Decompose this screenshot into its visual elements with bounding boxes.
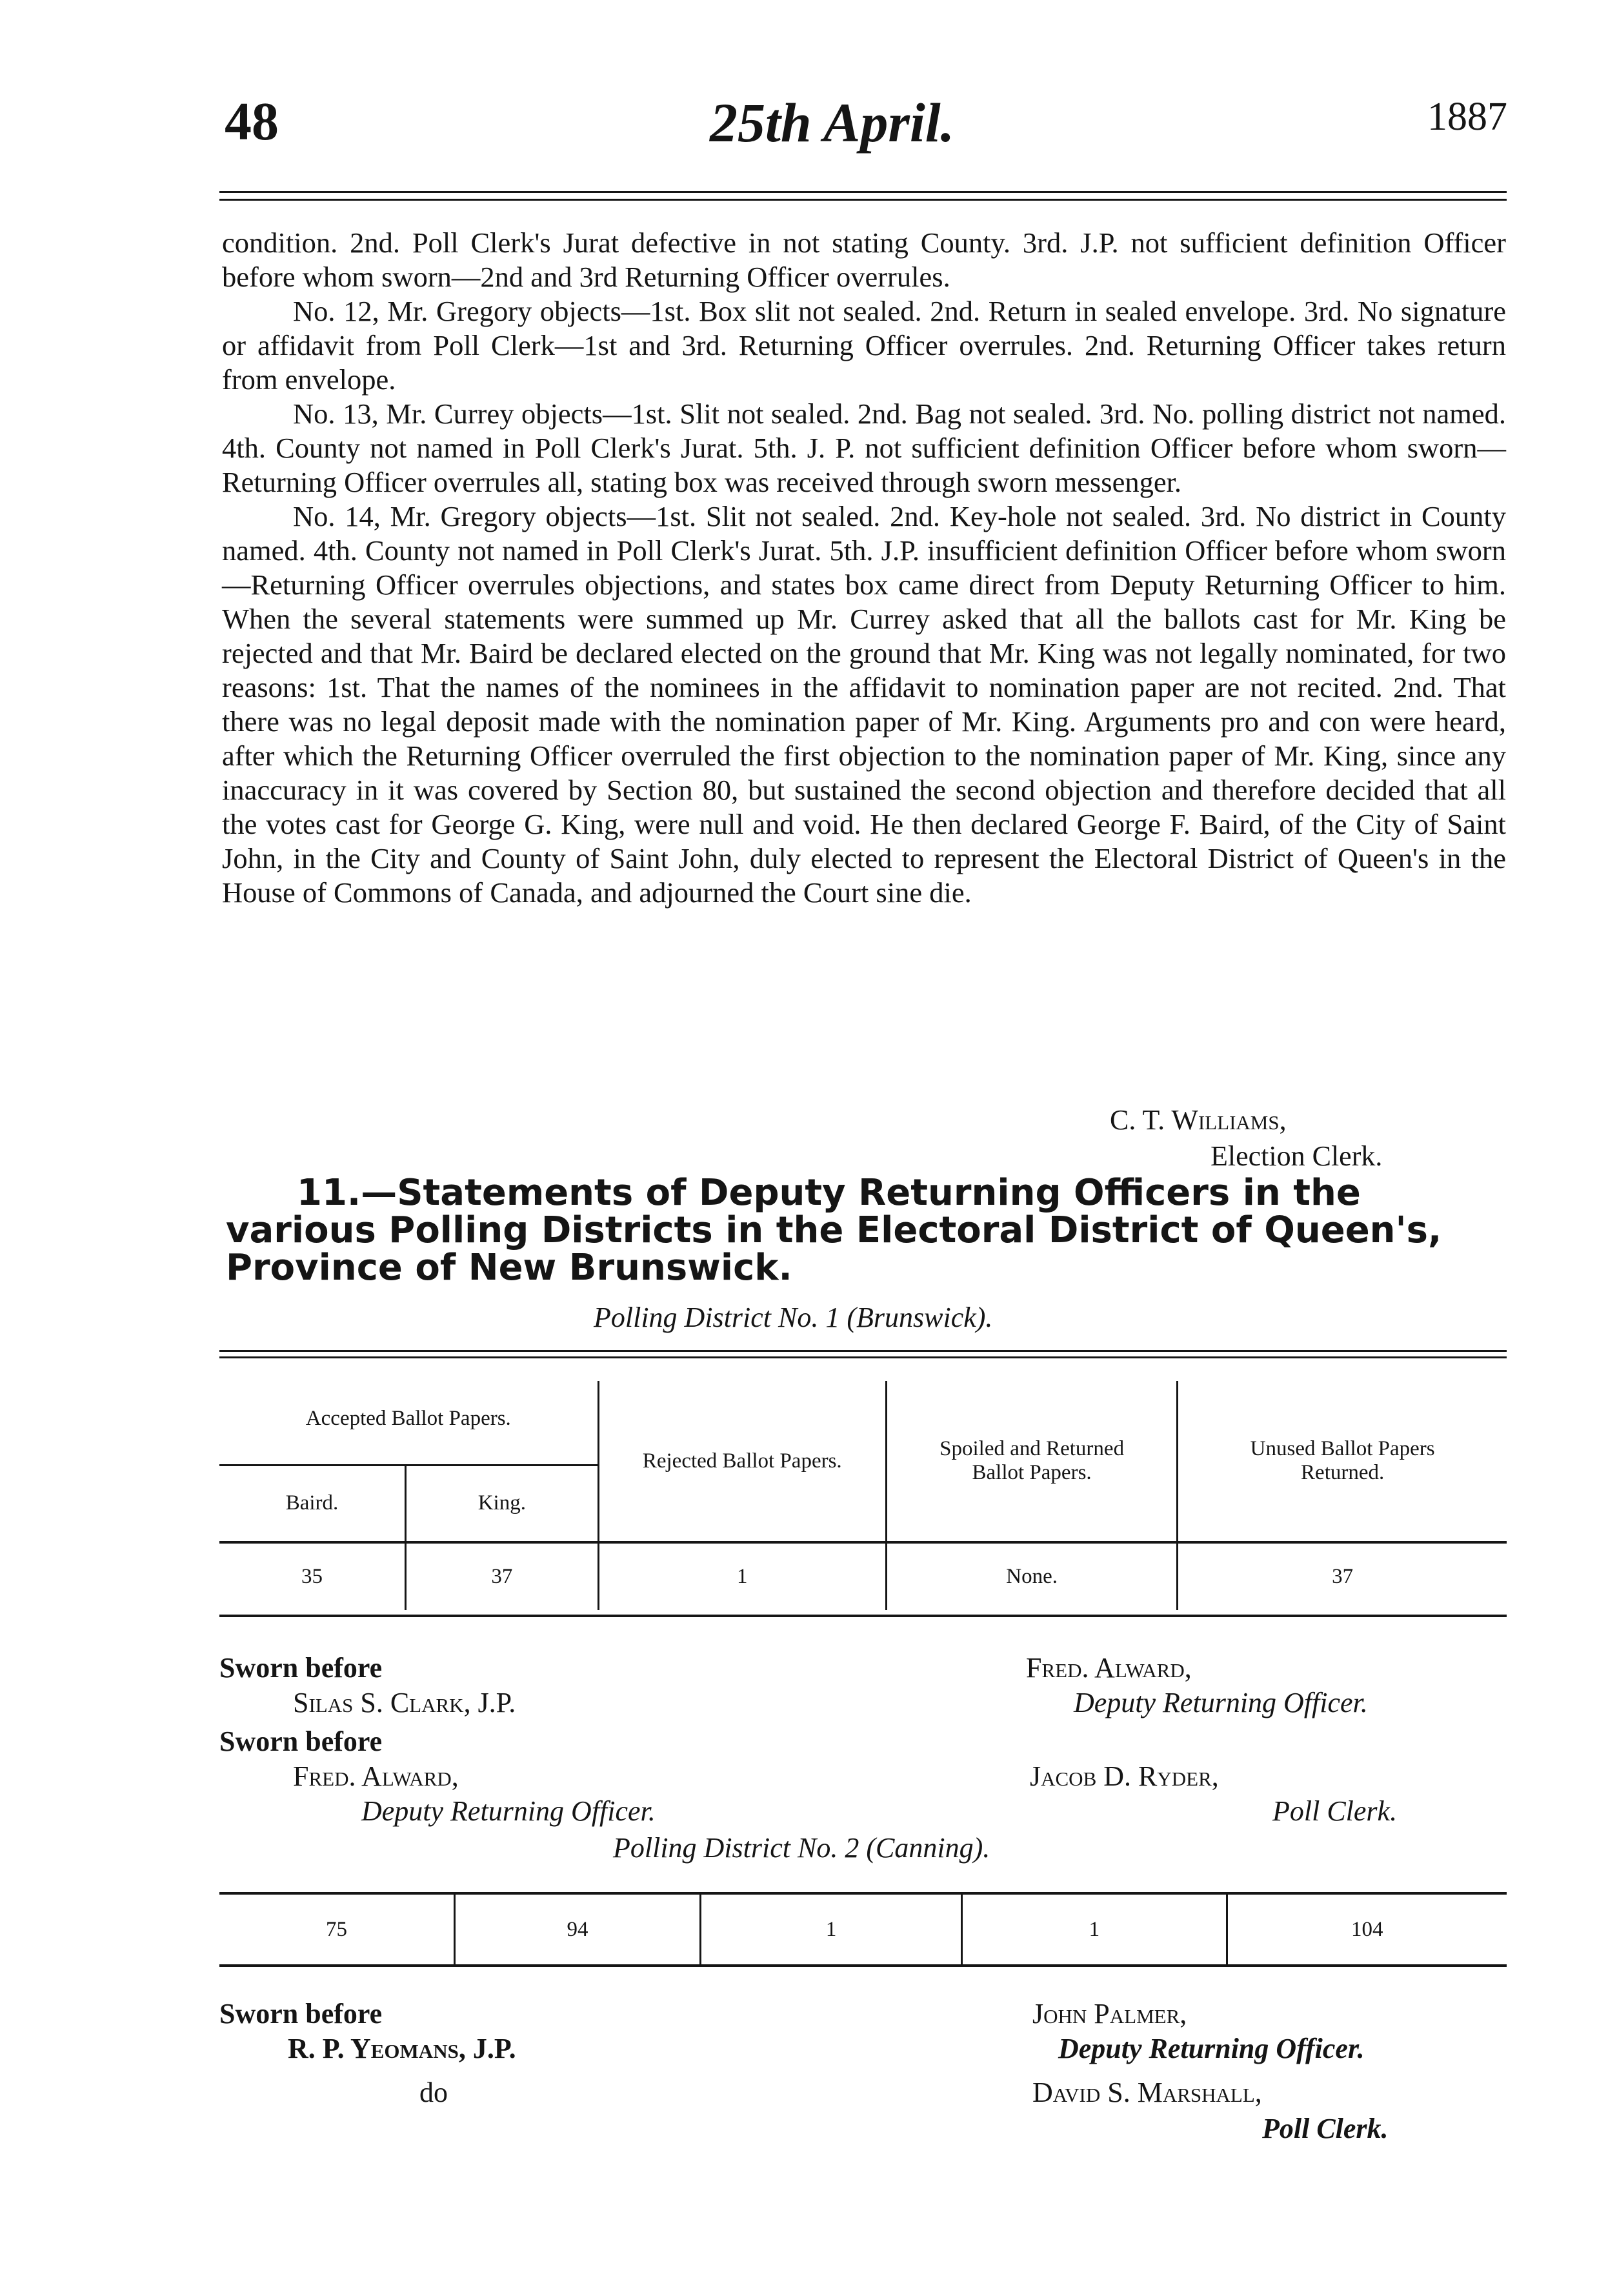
d2-cell-king: 94 bbox=[455, 1895, 701, 1964]
header-king: King. bbox=[477, 1491, 526, 1515]
paragraph-objection-14: No. 14, Mr. Gregory objects—1st. Slit not sealed. 2nd. Key-hole not sealed. 3rd. No district in County named. 4th. County not named in Poll Clerk's Jurat. 5th. J.P. insufficient definition Officer before whom sworn—Returning Officer overrules objections, and states box came direct from Deputy Returning Officer to him. When the several statements were summed up Mr. Currey asked that all the ballots cast for Mr. King be rejected and that Mr. Baird be declared elected on the ground that Mr. King was not legally nominated, for two reasons: 1st. That the names of the nominees in the affidavit to nomination paper are not recited. 2nd. That there was no legal deposit made with the nomination paper of Mr. King. Arguments pro and con were heard, after which the Returning Officer overruled the first objection to the nomination paper of Mr. King, since any inaccuracy in it was covered by Section 80, but sustained the second objection and therefore decided that all the votes cast for George G. King, were null and void. He then declared George F. Baird, of the City of Saint John, in the City and County of Saint John, duly elected to represent the Electoral District of Queen's in the House of Commons of Canada, and adjourned the Court sine die. bbox=[222, 500, 1506, 909]
d2-cell-rejected: 1 bbox=[700, 1895, 961, 1964]
page-year: 1887 bbox=[1427, 95, 1507, 139]
header-rule-top bbox=[219, 191, 1507, 193]
d1-clerk-name: Jacob D. Ryder, bbox=[1030, 1760, 1219, 1792]
header-spoiled: Spoiled and Returned Ballot Papers. bbox=[886, 1381, 1177, 1542]
district-2-caption: Polling District No. 2 (Canning). bbox=[613, 1832, 990, 1864]
d1-sworn-label: Sworn before bbox=[219, 1652, 383, 1684]
paragraph-objection-13: No. 13, Mr. Currey objects—1st. Slit not sealed. 2nd. Bag not sealed. 3rd. No. polling district not named. 4th. County not named in Poll Clerk's Jurat. 5th. J. P. not sufficient definition Officer before whom sworn—Returning Officer overrules all, stating box was received through sworn messenger. bbox=[222, 398, 1506, 498]
d1-sworn2-label: Sworn before bbox=[219, 1726, 383, 1757]
district-1-table bbox=[219, 1381, 1507, 1610]
table1-rule-bottom bbox=[219, 1615, 1507, 1617]
d2-cell-baird: 75 bbox=[219, 1895, 455, 1964]
d2-sworn-ditto: do bbox=[419, 2077, 448, 2108]
d1-sworn2-title: Deputy Returning Officer. bbox=[361, 1795, 656, 1827]
d2-sworn-name: R. P. Yeomans, J.P. bbox=[288, 2033, 516, 2064]
page-number: 48 bbox=[225, 92, 279, 152]
d2-sworn-label: Sworn before bbox=[219, 1998, 383, 2029]
paragraph-objection-12: No. 12, Mr. Gregory objects—1st. Box slit not sealed. 2nd. Return in sealed envelope. 3rd. No signature or affidavit from Poll Clerk—1st and 3rd. Returning Officer overrules. 2nd. Returning Officer takes return from envelope. bbox=[222, 295, 1506, 396]
cell-spoiled: None. bbox=[886, 1542, 1177, 1610]
d1-sworn-name: Silas S. Clark, J.P. bbox=[293, 1687, 516, 1718]
signature-name: C. T. Williams, bbox=[1110, 1104, 1287, 1136]
header-rejected: Rejected Ballot Papers. bbox=[598, 1381, 886, 1542]
d1-dro-name: Fred. Alward, bbox=[1026, 1652, 1192, 1684]
table2-rule-bottom bbox=[219, 1964, 1507, 1967]
district-2-table bbox=[219, 1895, 1507, 1964]
signature-title: Election Clerk. bbox=[1210, 1140, 1383, 1172]
d1-clerk-title: Poll Clerk. bbox=[1272, 1795, 1398, 1827]
d2-clerk-name: David S. Marshall, bbox=[1032, 2077, 1262, 2108]
district-1-caption: Polling District No. 1 (Brunswick). bbox=[594, 1302, 993, 1333]
d2-dro-name: John Palmer, bbox=[1032, 1998, 1187, 2029]
d2-cell-unused: 104 bbox=[1351, 1917, 1383, 1941]
cell-baird: 35 bbox=[219, 1542, 405, 1610]
table1-rule-top2 bbox=[219, 1356, 1507, 1358]
table1-rule-top bbox=[219, 1350, 1507, 1352]
cell-unused: 37 bbox=[1178, 1542, 1507, 1610]
d1-dro-title: Deputy Returning Officer. bbox=[1074, 1687, 1368, 1718]
d2-dro-title: Deputy Returning Officer. bbox=[1058, 2033, 1365, 2064]
cell-rejected: 1 bbox=[598, 1542, 886, 1610]
paragraph-continuation: condition. 2nd. Poll Clerk's Jurat defective in not stating County. 3rd. J.P. not sufficient definition Officer before whom sworn—2nd and 3rd Returning Officer overrules. bbox=[222, 227, 1506, 293]
cell-king: 37 bbox=[405, 1542, 598, 1610]
body-text bbox=[222, 226, 1506, 910]
d2-cell-spoiled: 1 bbox=[962, 1895, 1227, 1964]
d1-sworn2-name: Fred. Alward, bbox=[293, 1760, 459, 1792]
header-unused: Unused Ballot Papers Returned. bbox=[1178, 1381, 1507, 1542]
header-baird: Baird. bbox=[219, 1465, 405, 1542]
d2-clerk-title: Poll Clerk. bbox=[1262, 2113, 1389, 2144]
page-date-title: 25th April. bbox=[710, 92, 955, 154]
section-heading: 11.—Statements of Deputy Returning Officers in the various Polling Districts in the Electoral District of Queen's, Province of New Brunswick. bbox=[226, 1172, 1442, 1289]
header-rule-bottom bbox=[219, 199, 1507, 201]
header-accepted: Accepted Ballot Papers. bbox=[219, 1381, 598, 1465]
